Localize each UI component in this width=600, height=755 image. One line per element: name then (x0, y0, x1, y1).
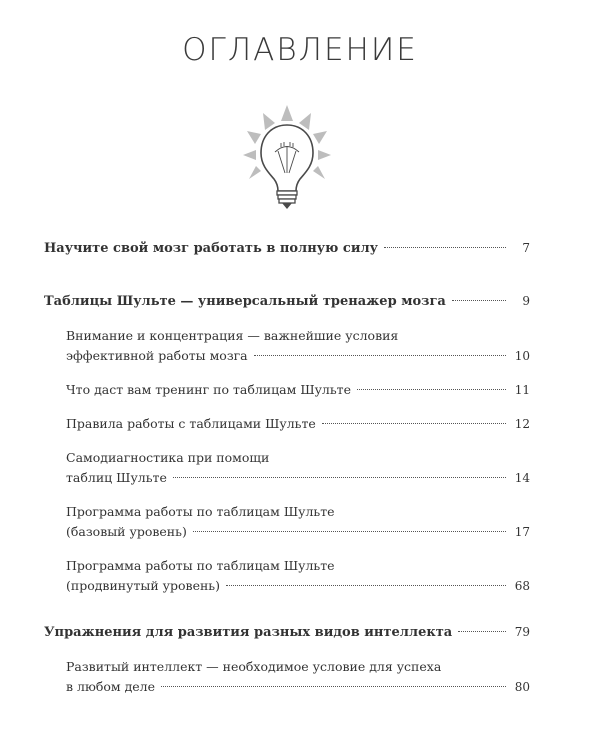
page-number: 9 (522, 294, 530, 308)
toc-entry-chapter-3[interactable]: Упражнения для развития разных видов интеллекта 79 (44, 622, 530, 643)
dot-leader (193, 531, 506, 532)
page-title: ОГЛАВЛЕНИЕ (182, 32, 418, 68)
toc-entry-section[interactable]: Внимание и концентрация — важнейшие условия эффективной работы мозга 10 (44, 326, 530, 366)
toc-entry-section[interactable]: Программа работы по таблицам Шульте (продвинутый уровень) 68 (44, 556, 530, 596)
toc-entry-chapter-1[interactable]: Научите свой мозг работать в полную силу 7 (44, 238, 530, 259)
page-number: 12 (514, 417, 530, 431)
dot-leader (254, 355, 506, 356)
page-number: 17 (514, 525, 530, 539)
dot-leader (384, 247, 506, 248)
page-number: 14 (514, 471, 530, 485)
dot-leader (322, 423, 506, 424)
toc-entry-section[interactable]: Программа работы по таблицам Шульте (базовый уровень) 17 (44, 502, 530, 542)
dot-leader (173, 477, 506, 478)
page-number: 68 (514, 579, 530, 593)
toc-entry-chapter-2[interactable]: Таблицы Шульте — универсальный тренажер мозга 9 (44, 291, 530, 312)
toc-entry-section[interactable]: Развитый интеллект — необходимое условие для успеха в любом деле 80 (44, 657, 530, 697)
page-number: 7 (522, 241, 530, 255)
table-of-contents (44, 238, 530, 697)
page-number: 80 (514, 680, 530, 694)
page-number: 79 (514, 625, 530, 639)
dot-leader (161, 686, 506, 687)
page-number: 11 (514, 383, 530, 397)
toc-entry-section[interactable]: Что даст вам тренинг по таблицам Шульте 11 (44, 380, 530, 400)
dot-leader (226, 585, 506, 586)
dot-leader (458, 631, 506, 632)
toc-entry-section[interactable]: Правила работы с таблицами Шульте 12 (44, 414, 530, 434)
dot-leader (452, 300, 506, 301)
page-number: 10 (514, 349, 530, 363)
toc-entry-section[interactable]: Самодиагностика при помощи таблиц Шульте 14 (44, 448, 530, 488)
dot-leader (357, 389, 506, 390)
lightbulb-icon (241, 103, 333, 213)
